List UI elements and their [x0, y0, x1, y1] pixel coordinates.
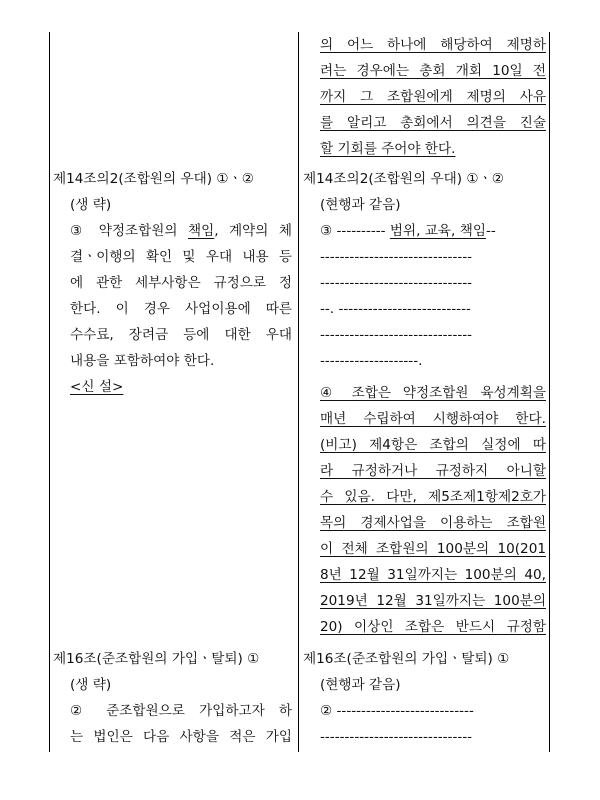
right-art14-p3-dash-line4: --. --------------------------- [320, 301, 471, 317]
right-top-line1: 의 어느 하나에 해당하여 제명하 [320, 37, 546, 53]
right-art16-p2-line2: ------------------------------- [320, 729, 473, 745]
right-art16-p1-unchanged: (현행과 같음) [320, 677, 401, 693]
right-art14-p3-end: -- [485, 223, 496, 239]
right-art16-heading: 제16조(준조합원의 가입ㆍ탈퇴) ① [303, 651, 510, 667]
right-art14-p3-underlined-terms: 범위, 교육, 책임 [389, 223, 486, 239]
left-art14-heading: 제14조의2(조합원의 우대) ①ㆍ② [53, 171, 254, 187]
right-art14-p3-dash-line3: ------------------------------- [320, 275, 473, 291]
right-top-line5: 할 기회를 주어야 한다. [320, 141, 456, 157]
left-art16-p2-line2: 는 법인은 다음 사항을 적은 가입 [70, 729, 292, 745]
right-art14-note-line4: 목의 경제사업을 이용하는 조합원 [320, 515, 546, 531]
left-new-clause-marker: <신 설> [70, 379, 124, 395]
right-art14-p3-dash-line2: ------------------------------- [320, 249, 473, 265]
left-art16-p2-line1: ② 준조합원으로 가입하고자 하 [70, 703, 292, 719]
left-art14-p3-line4: 한다. 이 경우 사업이용에 따른 [70, 301, 292, 317]
right-art14-p3-dash-line5: ------------------------------- [320, 327, 473, 343]
right-art14-note-line6: 8년 12월 31일까지는 100분의 40, [320, 567, 546, 583]
right-art14-p3-start: ③ ---------- [320, 223, 390, 239]
right-art14-note-line3: 수 있음. 다만, 제5조제1항제2호가 [320, 489, 546, 505]
right-art16-p2-line1: ② ---------------------------- [320, 703, 474, 719]
right-art14-p3-line1 [320, 220, 546, 242]
right-art14-p3-dash-line6: --------------------. [320, 353, 423, 369]
left-art14-p3-line1: ③ 약정조합원의 책임, 계약의 체 [70, 223, 292, 239]
right-art14-p4-line1: ④ 조합은 약정조합원 육성계획을 [320, 385, 546, 401]
right-top-line3: 까지 그 조합원에게 제명의 사유 [320, 89, 546, 105]
left-art14-p1-2-omitted: (생 략) [70, 197, 112, 213]
right-art14-p1-2-unchanged: (현행과 같음) [320, 197, 401, 213]
right-art14-note-line5: 이 전체 조합원의 100분의 10(201 [320, 541, 546, 557]
left-art16-heading: 제16조(준조합원의 가입ㆍ탈퇴) ① [53, 651, 260, 667]
right-art14-p4-line2: 매년 수립하여 시행하여야 한다. [320, 411, 546, 427]
right-art14-note-line7: 2019년 12월 31일까지는 100분의 [320, 593, 546, 609]
right-top-line2: 려는 경우에는 총회 개회 10일 전 [320, 63, 546, 79]
right-art14-heading: 제14조의2(조합원의 우대) ①ㆍ② [303, 171, 504, 187]
left-art14-p3-line5: 수수료, 장려금 등에 대한 우대 [70, 327, 292, 343]
left-art14-p3-line6: 내용을 포함하여야 한다. [70, 353, 215, 369]
left-art16-p1-omitted: (생 략) [70, 677, 112, 693]
right-column-amended [0, 34, 600, 754]
left-art14-p3-line2: 결ㆍ이행의 확인 및 우대 내용 등 [70, 249, 292, 265]
right-top-line4: 를 알리고 총회에서 의견을 진술 [320, 115, 546, 131]
right-art14-note-line2: 라 규정하거나 규정하지 아니할 [320, 463, 546, 479]
left-art14-p3-underlined-term: 책임 [187, 223, 215, 239]
left-art14-p3-line3: 에 관한 세부사항은 규정으로 정 [70, 275, 292, 291]
right-art14-note-line8: 20) 이상인 조합은 반드시 규정함 [320, 619, 546, 635]
right-art14-note-line1: (비고) 제4항은 조합의 실정에 따 [320, 437, 546, 453]
